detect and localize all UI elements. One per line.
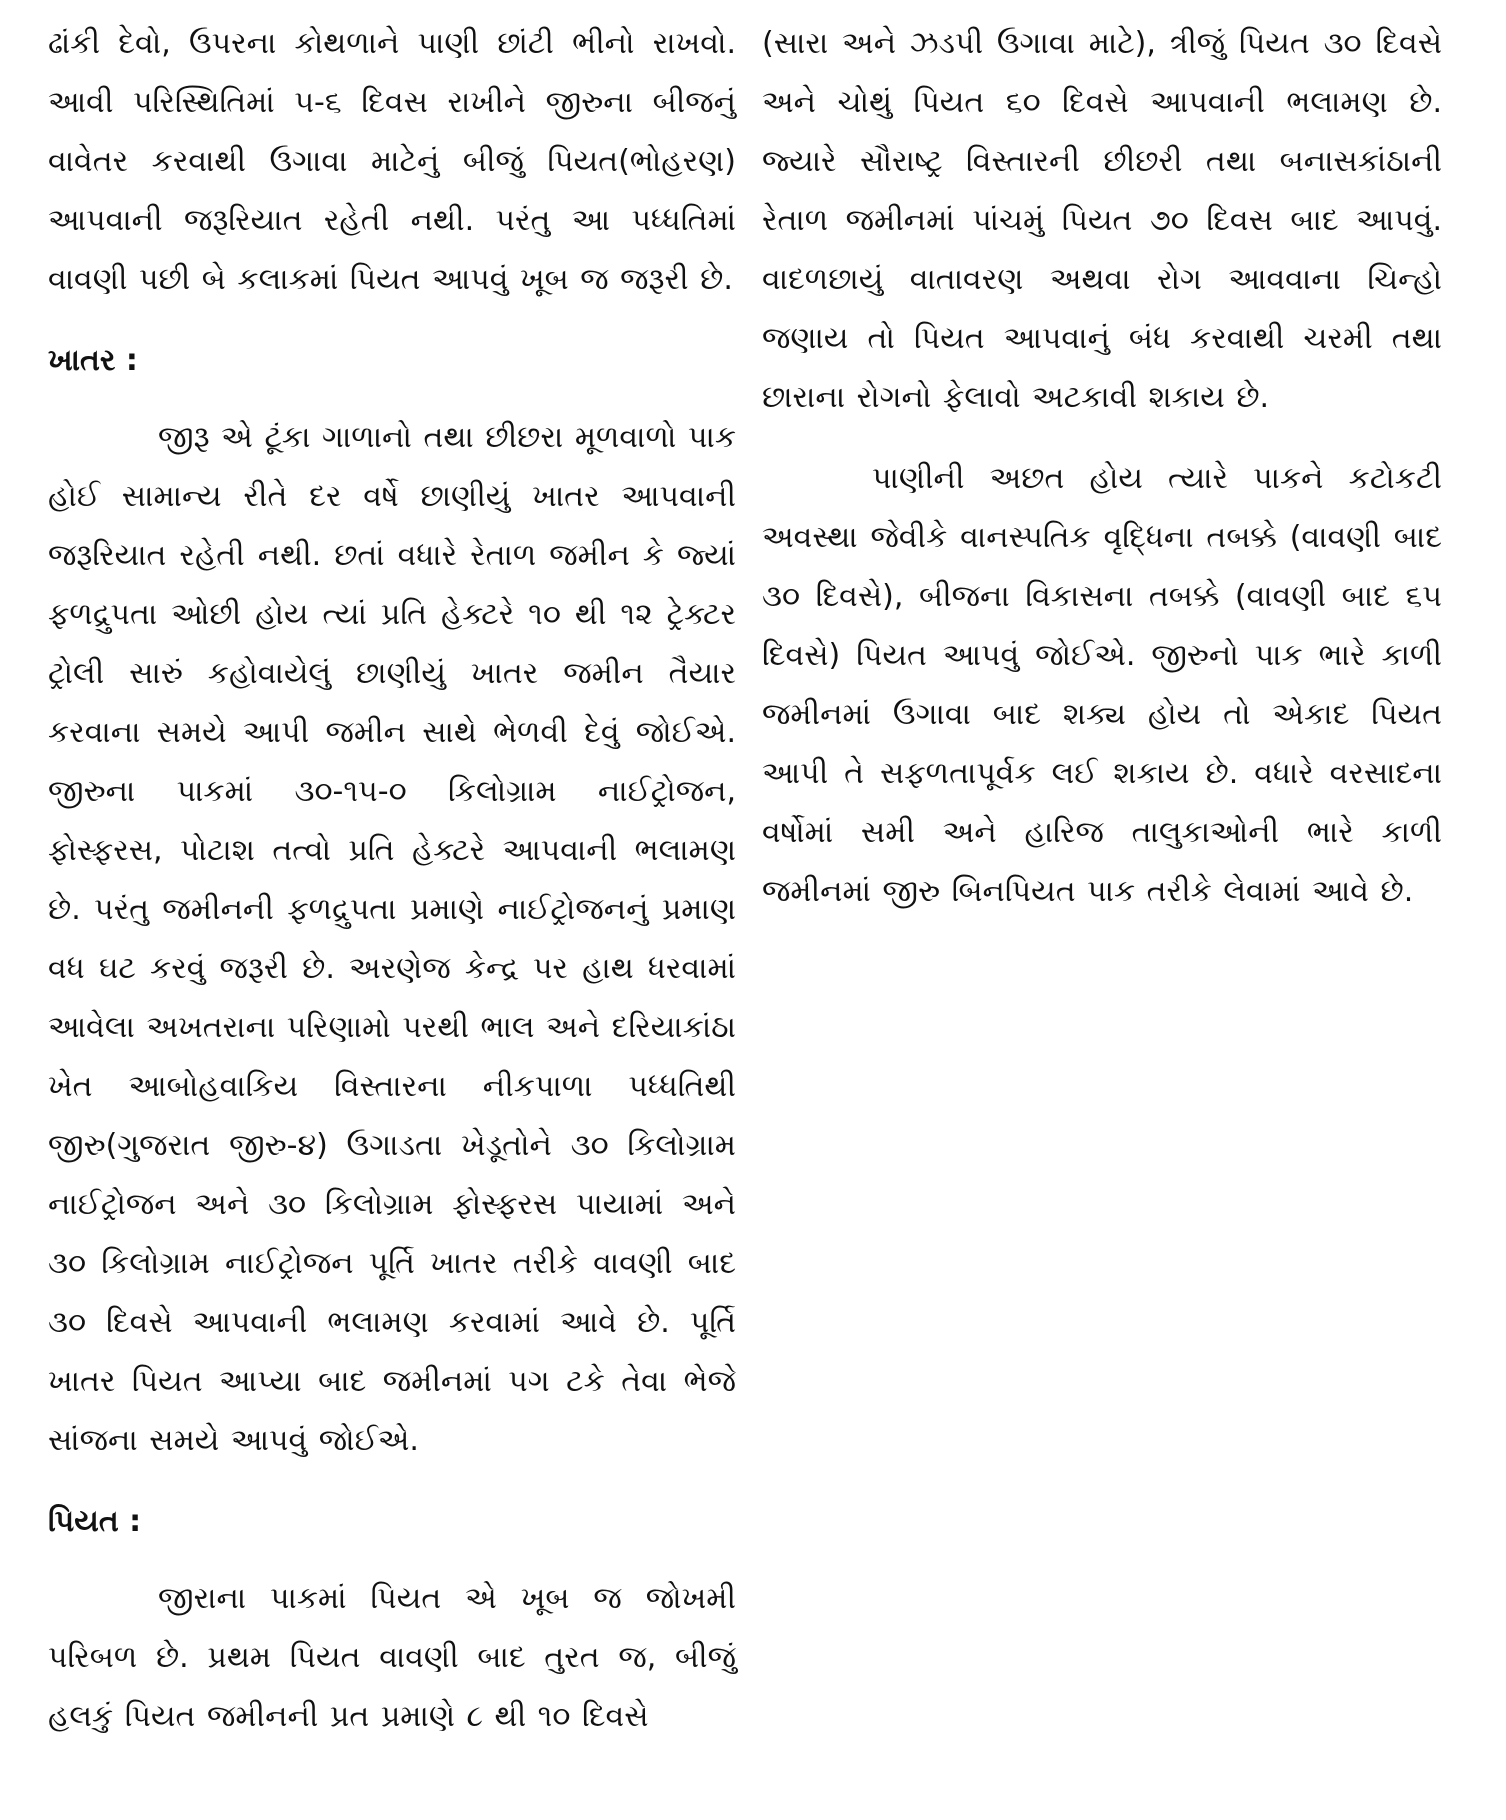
fertilizer-heading: ખાતર : [48, 343, 138, 378]
right-column [762, 14, 1442, 921]
fertilizer-paragraph: જીરૂ એ ટૂંકા ગાળાનો તથા છીછરા મૂળવાળો પાક હોઈ સામાન્ય રીતે દર વર્ષે છાણીયું ખાતર આપવાની જરૂરિયાત રહેતી નથી. છતાં વધારે રેતાળ જમીન કે જ્યાં ફળદ્રુપતા ઓછી હોય ત્યાં પ્રતિ હેક્ટરે ૧૦ થી ૧૨ ટ્રેક્ટર ટ્રોલી સારું કહોવાયેલું છાણીયું ખાતર જમીન તૈયાર કરવાના સમયે આપી જમીન સાથે ભેળવી દેવું જોઈએ. જીરુના પાકમાં ૩૦-૧૫-૦ કિલોગ્રામ નાઈટ્રોજન, ફોસ્ફરસ, પોટાશ તત્વો પ્રતિ હેક્ટરે આપવાની ભલામણ છે. પરંતુ જમીનની ફળદ્રુપતા પ્રમાણે નાઈટ્રોજનનું પ્રમાણ વધ ઘટ કરવું જરૂરી છે. અરણેજ કેન્દ્ર પર હાથ ધરવામાં આવેલા અખતરાના પરિણામો પરથી ભાલ અને દરિયાકાંઠા ખેત આબોહવાકિય વિસ્તારના નીકપાળા પધ્ધતિથી જીરુ(ગુજરાત જીરુ-૪) ઉગાડતા ખેડૂતોને ૩૦ કિલોગ્રામ નાઈટ્રોજન અને ૩૦ કિલોગ્રામ ફોસ્ફરસ પાયામાં અને ૩૦ કિલોગ્રામ નાઈટ્રોજન પૂર્તિ ખાતર તરીકે વાવણી બાદ ૩૦ દિવસે આપવાની ભલામણ કરવામાં આવે છે. પૂર્તિ ખાતર પિયત આપ્યા બાદ જમીનમાં પગ ટકે તેવા ભેજે સાંજના સમયે આપવું જોઈએ. [48, 420, 736, 1458]
irrigation-paragraph: જીરાના પાકમાં પિયત એ ખૂબ જ જોખમી પરિબળ છે. પ્રથમ પિયત વાવણી બાદ તુરત જ, બીજું હલકું પિયત જમીનની પ્રત પ્રમાણે ૮ થી ૧૦ દિવસે [48, 1581, 736, 1734]
intro-paragraph: ઢાંકી દેવો, ઉપરના કોથળાને પાણી છાંટી ભીનો રાખવો. આવી પરિસ્થિતિમાં ૫-૬ દિવસ રાખીને જીરુના બીજનું વાવેતર કરવાથી ઉગાવા માટેનું બીજું પિયત(ભોહરણ) આપવાની જરૂરિયાત રહેતી નથી. પરંતુ આ પધ્ધતિમાં વાવણી પછી બે કલાકમાં પિયત આપવું ખૂબ જ જરૂરી છે. [48, 26, 736, 297]
irrigation-heading: પિયત : [48, 1504, 142, 1539]
irrigation-continued-paragraph: (સારા અને ઝડપી ઉગાવા માટે), ત્રીજું પિયત ૩૦ દિવસે અને ચોથું પિયત ૬૦ દિવસે આપવાની ભલામણ છે. જ્યારે સૌરાષ્ટ્ર વિસ્તારની છીછરી તથા બનાસકાંઠાની રેતાળ જમીનમાં પાંચમું પિયત ૭૦ દિવસ બાદ આપવું. વાદળછાયું વાતાવરણ અથવા રોગ આવવાના ચિન્હો જણાય તો પિયત આપવાનું બંધ કરવાથી ચરમી તથા છારાના રોગનો ફેલાવો અટકાવી શકાય છે. [762, 26, 1442, 415]
left-column [48, 14, 736, 1746]
water-scarcity-paragraph: પાણીની અછત હોય ત્યારે પાકને કટોકટી અવસ્થા જેવીકે વાનસ્પતિક વૃદ્ધિના તબક્કે (વાવણી બાદ ૩૦ દિવસે), બીજના વિકાસના તબક્કે (વાવણી બાદ ૬૫ દિવસે) પિયત આપવું જોઈએ. જીરુનો પાક ભારે કાળી જમીનમાં ઉગાવા બાદ શક્ય હોય તો એકાદ પિયત આપી તે સફળતાપૂર્વક લઈ શકાય છે. વધારે વરસાદના વર્ષોમાં સમી અને હારિજ તાલુકાઓની ભારે કાળી જમીનમાં જીરુ બિનપિયત પાક તરીકે લેવામાં આવે છે. [762, 461, 1442, 909]
